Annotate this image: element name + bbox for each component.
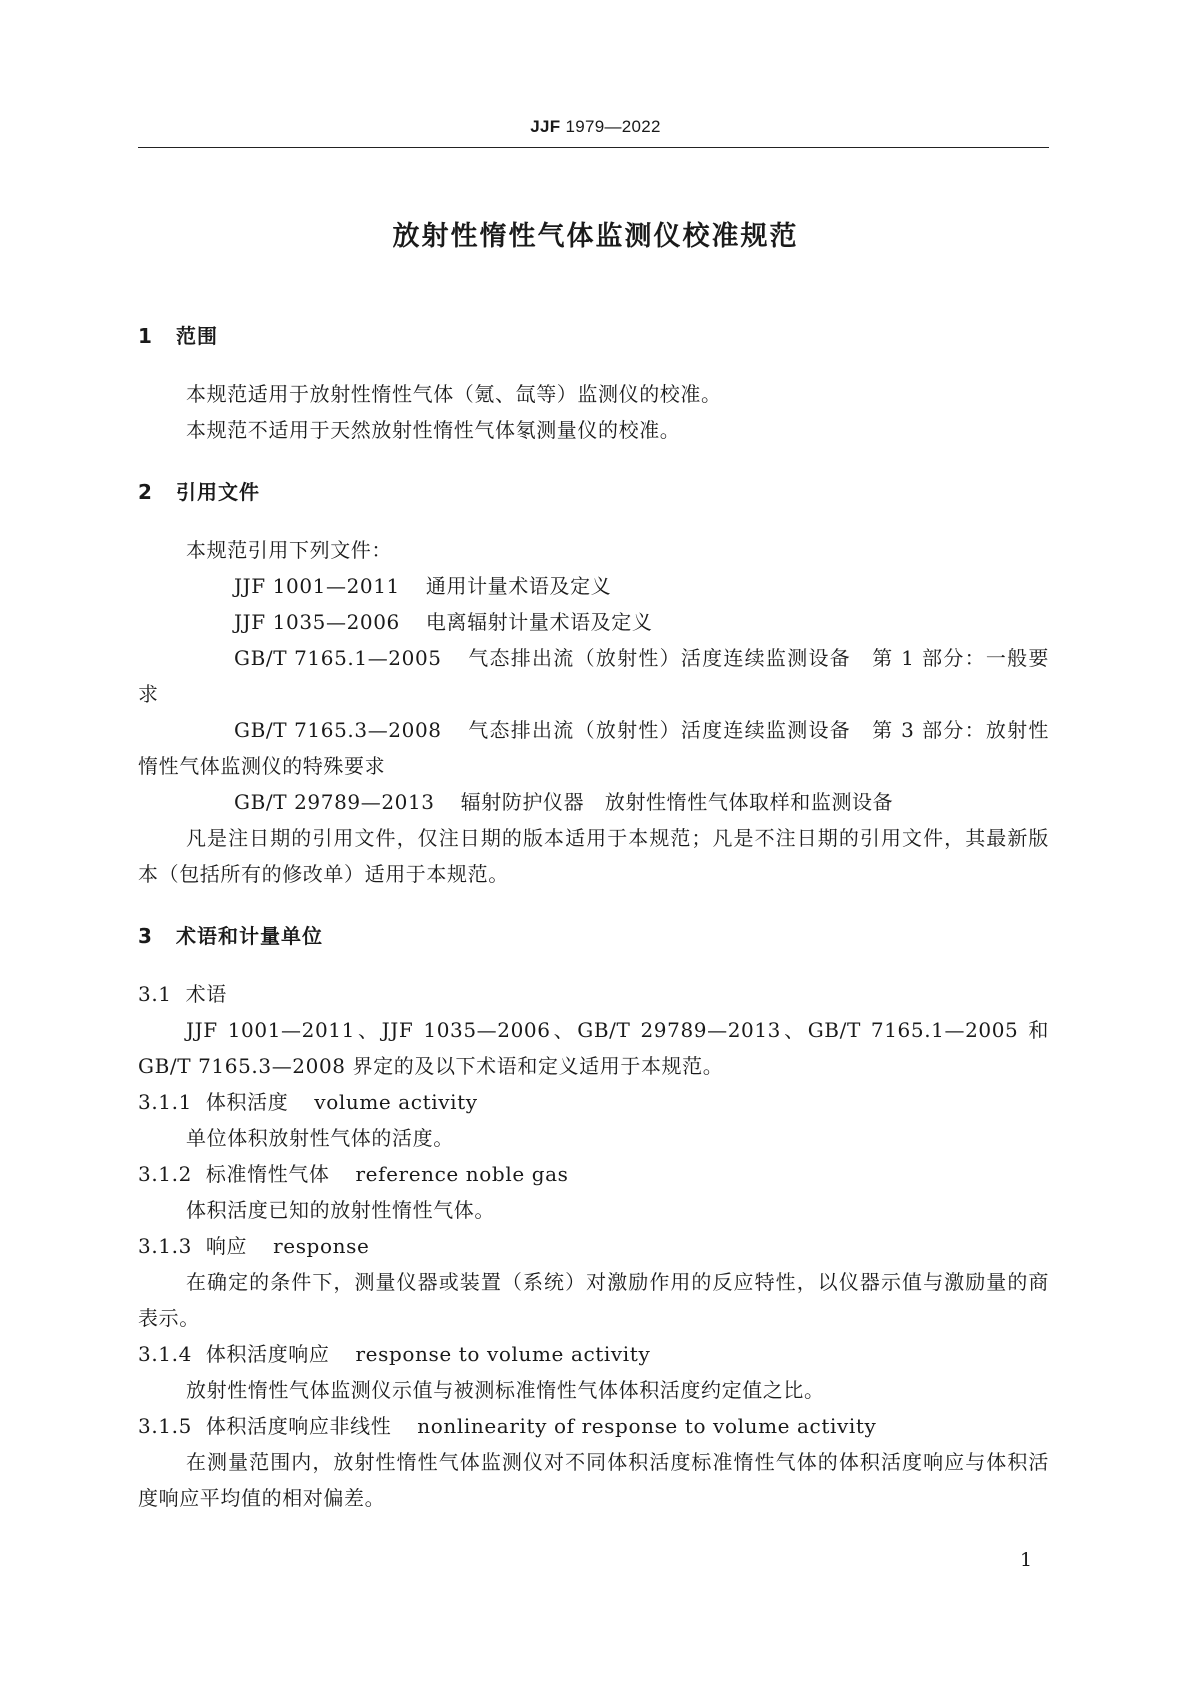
- section-2-heading: [138, 474, 1049, 510]
- section-number: 3: [138, 924, 153, 948]
- term-en: nonlinearity of response to volume activity: [417, 1414, 877, 1438]
- subsection-title: 术语: [185, 982, 227, 1006]
- reference-title: 气态排出流（放射性）活度连续监测设备 第 3 部分：放射性惰性气体监测仪的特殊要求: [138, 718, 1049, 778]
- term-zh: 体积活度响应: [205, 1342, 330, 1366]
- reference-item: [138, 568, 1049, 604]
- term-number: 3.1.4: [138, 1342, 192, 1366]
- section-number: 2: [138, 480, 153, 504]
- paragraph: 本规范适用于放射性惰性气体（氪、氙等）监测仪的校准。: [186, 382, 722, 406]
- term-zh: 响应: [205, 1234, 248, 1258]
- standard-code-header: [0, 117, 1191, 137]
- paragraph: JJF 1001—2011、JJF 1035—2006、GB/T 29789—2013、GB/T 7165.1—2005 和 GB/T 7165.3—2008 界定的及以下术语和定义适用于本规范。: [138, 1018, 1049, 1078]
- section-1-heading: [138, 318, 1049, 354]
- term-zh: 标准惰性气体: [205, 1162, 330, 1186]
- reference-code: GB/T 7165.3—2008: [234, 718, 442, 742]
- reference-code: JJF 1001—2011: [234, 574, 400, 598]
- reference-title: 电离辐射计量术语及定义: [425, 610, 653, 634]
- section-number: 1: [138, 324, 153, 348]
- section-title: 术语和计量单位: [176, 924, 323, 948]
- term-heading: [138, 1336, 1049, 1372]
- reference-title: 通用计量术语及定义: [425, 574, 612, 598]
- term-number: 3.1.5: [138, 1414, 192, 1438]
- term-en: response: [273, 1234, 370, 1258]
- term-definition: 单位体积放射性气体的活度。: [186, 1126, 454, 1150]
- standard-code-number: 1979—2022: [565, 117, 661, 136]
- reference-item: [138, 640, 1049, 712]
- paragraph: 本规范不适用于天然放射性惰性气体氡测量仪的校准。: [186, 418, 681, 442]
- subsection-heading: [138, 976, 1049, 1012]
- reference-title: 气态排出流（放射性）活度连续监测设备 第 1 部分：一般要求: [138, 646, 1049, 706]
- subsection-number: 3.1: [138, 982, 172, 1006]
- paragraph: 凡是注日期的引用文件，仅注日期的版本适用于本规范；凡是不注日期的引用文件，其最新版本（包括所有的修改单）适用于本规范。: [138, 826, 1049, 886]
- term-en: reference noble gas: [355, 1162, 569, 1186]
- paragraph: 本规范引用下列文件：: [186, 538, 392, 562]
- reference-code: GB/T 29789—2013: [234, 790, 435, 814]
- document-body: [138, 318, 1049, 1516]
- section-3-heading: [138, 918, 1049, 954]
- term-heading: [138, 1084, 1049, 1120]
- section-title: 范围: [176, 324, 218, 348]
- section-title: 引用文件: [176, 480, 260, 504]
- reference-title: 辐射防护仪器 放射性惰性气体取样和监测设备: [460, 790, 894, 814]
- reference-item: [138, 604, 1049, 640]
- term-definition: 在确定的条件下，测量仪器或装置（系统）对激励作用的反应特性，以仪器示值与激励量的商表示。: [138, 1270, 1049, 1330]
- page-number: 1: [1020, 1549, 1033, 1571]
- term-zh: 体积活度: [205, 1090, 289, 1114]
- term-definition: 在测量范围内，放射性惰性气体监测仪对不同体积活度标准惰性气体的体积活度响应与体积活度响应平均值的相对偏差。: [138, 1450, 1049, 1510]
- standard-code-prefix: JJF: [530, 117, 561, 136]
- term-zh: 体积活度响应非线性: [205, 1414, 392, 1438]
- term-number: 3.1.3: [138, 1234, 192, 1258]
- term-definition: 体积活度已知的放射性惰性气体。: [186, 1198, 495, 1222]
- term-en: volume activity: [314, 1090, 478, 1114]
- term-en: response to volume activity: [355, 1342, 651, 1366]
- term-definition: 放射性惰性气体监测仪示值与被测标准惰性气体体积活度约定值之比。: [186, 1378, 825, 1402]
- header-divider: [138, 147, 1049, 148]
- reference-item: [138, 712, 1049, 784]
- reference-item: [138, 784, 1049, 820]
- document-title: 放射性惰性气体监测仪校准规范: [392, 221, 799, 252]
- term-number: 3.1.1: [138, 1090, 192, 1114]
- term-heading: [138, 1156, 1049, 1192]
- term-heading: [138, 1408, 1049, 1444]
- term-heading: [138, 1228, 1049, 1264]
- term-number: 3.1.2: [138, 1162, 192, 1186]
- reference-code: JJF 1035—2006: [234, 610, 400, 634]
- reference-code: GB/T 7165.1—2005: [234, 646, 442, 670]
